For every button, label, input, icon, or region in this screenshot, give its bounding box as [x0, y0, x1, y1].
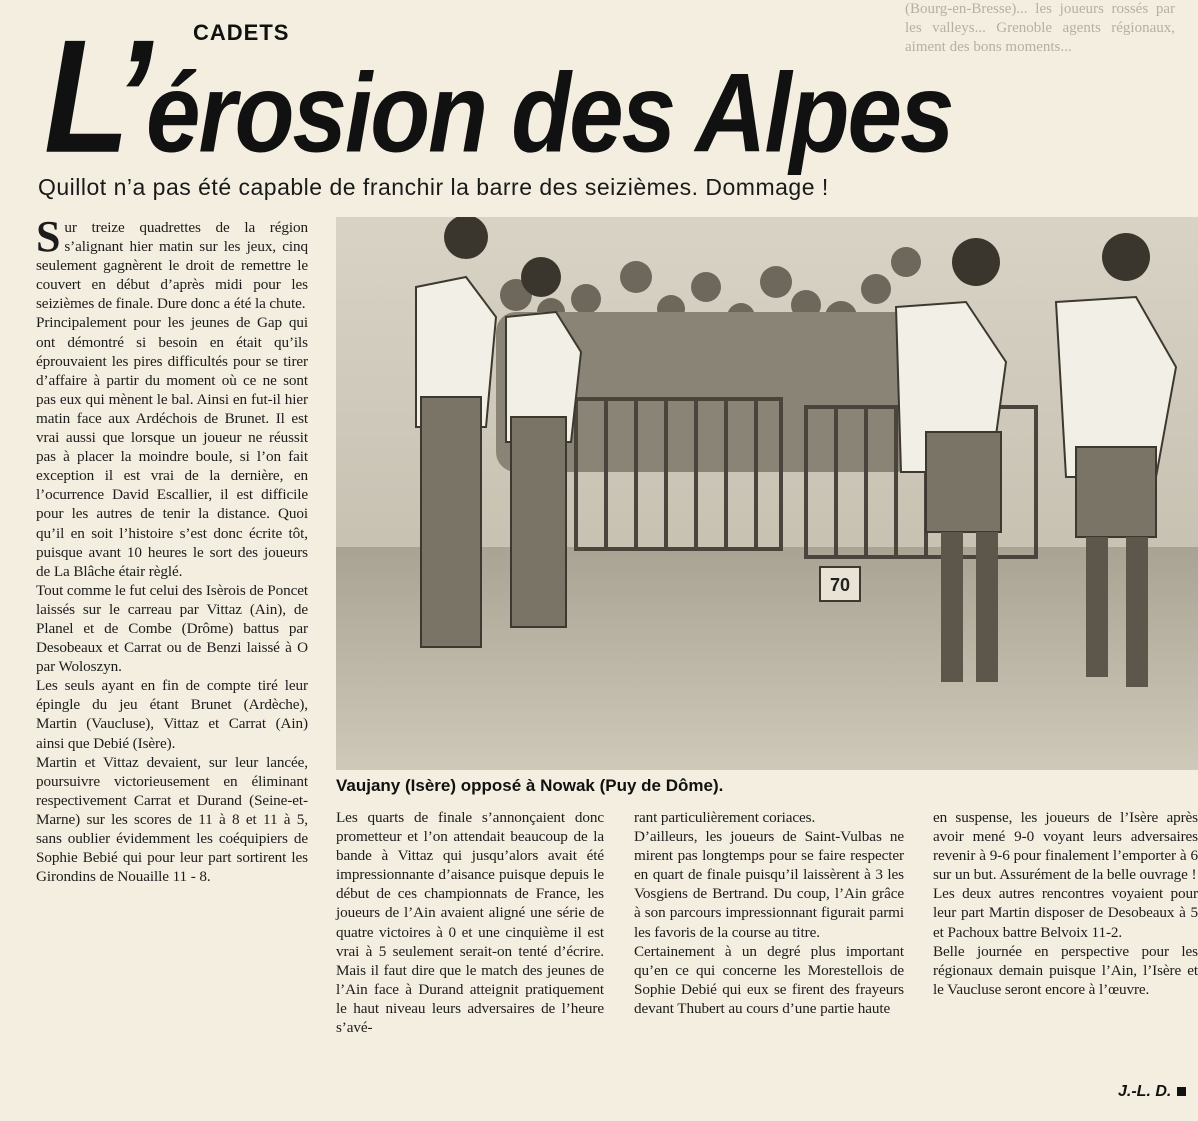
neighbour-article-text: (Bourg-en-Bresse)... les joueurs rossés par les valleys... Grenoble agents régionaux, aiment des bons moments...: [905, 1, 1175, 55]
paragraph-6: Les quarts de finale s’annonçaient donc prometteur et l’on attendait beaucoup de la bande à Vittaz qui jusqu’alors avait été impressionnante d’aisance puisque depuis le début de ces championnats de France, les joueurs de l’Ain avaient aligné une série de quatre victoires à 0 et une cinquième il est vrai à 5 seulement serait-on tenté d’écrire. Mais il faut dire que le match des jeunes de l’Ain face à Durand atteignit pratiquement le haut niveau leurs adversaires de l’heure s’avé-: [336, 809, 604, 1037]
subtitle: Quillot n’a pas été capable de franchir la barre des seizièmes. Dommage !: [38, 174, 829, 200]
headline-initial: L’: [44, 5, 147, 187]
article-column-4: [933, 808, 1198, 999]
photo-bib-number: 70: [829, 575, 851, 595]
paragraph-5: Martin et Vittaz devaient, sur leur lancée, poursuivre victorieusement en éliminant respectivement Carrat et Durand (Seine-et-Marne) sur les scores de 11 à 8 et 11 à 5, sans oublier évidemment les coéquipiers de Sophie Bebié qui pour leur part sortirent les Girondins de Nouaille 11 - 8.: [36, 753, 308, 886]
paragraph-12: Belle journée en perspective pour les régionaux demain puisque l’Ain, l’Isère et le Vaucluse seront encore à l’œuvre.: [933, 942, 1198, 998]
paragraph-10: en suspense, les joueurs de l’Isère après avoir mené 9-0 voyant leurs adversaires revenir à 9-6 pour finalement l’emporter à 6 sur un but. Assurément de la belle ouvrage !: [933, 809, 1198, 884]
article-column-1: [36, 212, 308, 886]
paragraph-2: Principalement pour les jeunes de Gap qui ont démontré si besoin en était qu’ils éprouvaient les pires difficultés pour se tirer d’affaire à partir du moment où ce ne sont pas eux qui mènent le bal. Ainsi en fut-il hier matin face aux Ardéchois de Brunet. Il est vrai aussi que lorsque un joueur ne réussit pas à placer la moindre boule, si l’on fait exception il est vrai de la dernière, en l’ocurrence David Escallier, il est difficile pour les autres de tenir la distance. Quoi qu’il en soit l’histoire s’est donc écrite tôt, puisque avant 10 heures le sort des joueurs de La Blâche étair règlé.: [36, 314, 308, 580]
photo-caption: Vaujany (Isère) opposé à Nowak (Puy de Dôme).: [336, 776, 724, 795]
photo-illustration: [336, 217, 1198, 770]
paragraph-1: Sur treize quadrettes de la région s’alignant hier matin sur les jeux, cinq seulement gagnèrent le droit de remettre le couvert en début d’après midi pour les seizièmes de finale. Dure donc a été la chute.: [36, 212, 308, 313]
paragraph-9: Certainement à un degré plus important qu’en ce qui concerne les Morestellois de Sophie Debié qui eux se firent des frayeurs devant Thubert au cours d’une partie haute: [634, 942, 904, 1017]
article-column-3: [634, 808, 904, 1018]
paragraph-3: Tout comme le fut celui des Isèrois de Poncet laissés sur le carreau par Vittaz (Ain), de Planel et de Combe (Drôme) battus par Desobeaux et Carrat ou de Benzi laissé à O par Woloszyn.: [36, 581, 308, 676]
paragraph-4: Les seuls ayant en fin de compte tiré leur épingle du jeu étant Brunet (Ardèche), Martin (Vaucluse), Vittaz et Carrat (Ain) ainsi que Debié (Isère).: [36, 677, 308, 752]
drop-cap: S: [36, 212, 61, 261]
headline-rest: érosion des Alpes: [146, 49, 953, 176]
end-mark-icon: [1177, 1087, 1186, 1096]
press-photo: [336, 217, 1198, 770]
paragraph-7: rant particulièrement coriaces.: [634, 809, 816, 826]
paragraph-8: D’ailleurs, les joueurs de Saint-Vulbas ne mirent pas longtemps pour se faire respecter en quart de finale puisqu’il laissèrent à 3 les Vosgiens de Bertrand. Du coup, l’Ain grâce à son parcours impressionnant figurait parmi les favoris de la course au titre.: [634, 828, 904, 941]
article-column-2: [336, 808, 604, 1037]
section-kicker: CADETS: [193, 20, 290, 45]
author-signature: J.-L. D.: [1118, 1083, 1186, 1101]
paragraph-11: Les deux autres rencontres voyaient pour leur part Martin disposer de Desobeaux à 5 et Pachoux battre Belvoix 11-2.: [933, 885, 1198, 941]
headline: [44, 5, 953, 193]
